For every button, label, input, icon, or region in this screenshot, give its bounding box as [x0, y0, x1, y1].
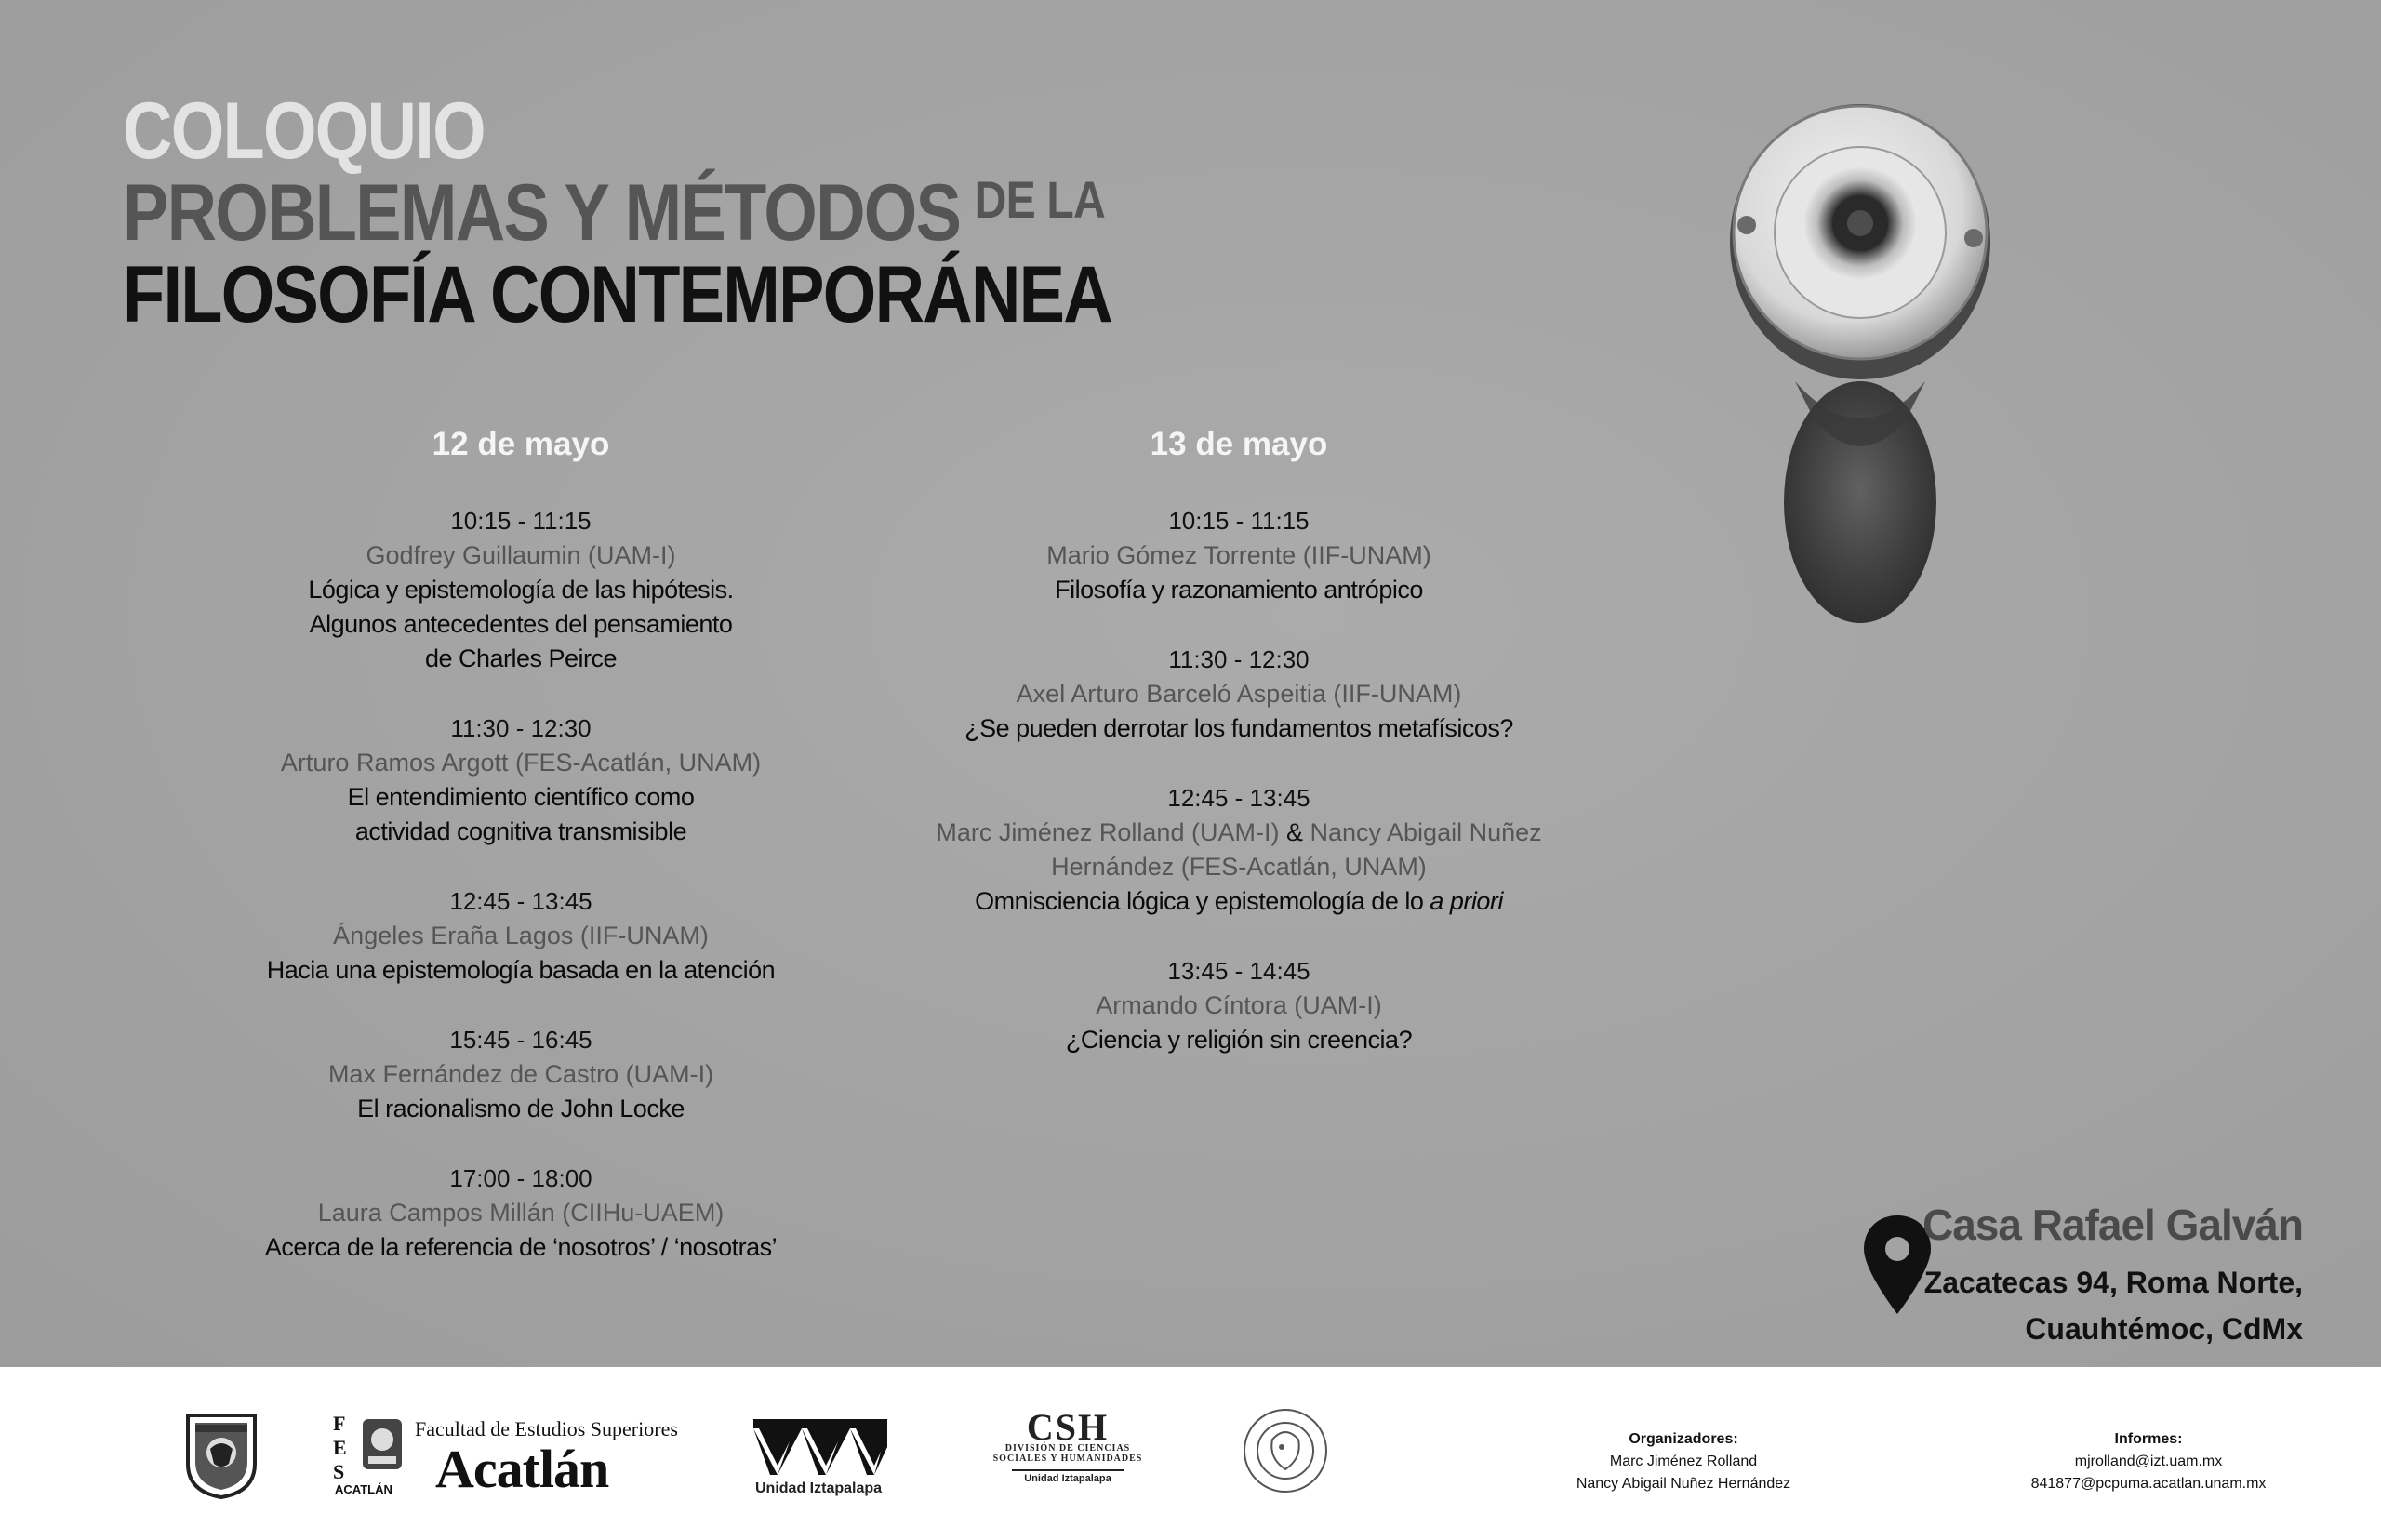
venue-name: Casa Rafael Galván [1922, 1201, 2303, 1249]
session-talk: Acerca de la referencia de ‘nosotros’ / ‘nosotras’ [264, 1233, 778, 1261]
session [167, 1023, 874, 1126]
fes-letter: F [333, 1412, 346, 1435]
session [885, 643, 1592, 746]
info-heading: Informes: [2114, 1431, 2183, 1447]
session-time: 17:00 - 18:00 [449, 1164, 592, 1192]
schedule-day1 [167, 424, 874, 1300]
venue-block [1922, 1200, 2303, 1352]
session-talk: Algunos antecedentes del pensamiento [309, 610, 733, 638]
session-speaker: Axel Arturo Barceló Aspeitia (IIF-UNAM) [1016, 680, 1462, 708]
organizer-name: Marc Jiménez Rolland [1609, 1454, 1758, 1469]
title-line2: PROBLEMAS Y MÉTODOS [123, 168, 961, 258]
session-talk: El entendimiento científico como [347, 783, 695, 811]
session-speaker: Mario Gómez Torrente (IIF-UNAM) [1046, 541, 1431, 569]
session [167, 884, 874, 988]
session-speaker: Arturo Ramos Argott (FES-Acatlán, UNAM) [280, 749, 762, 777]
talk-text: Omnisciencia lógica y epistemología de lo [975, 887, 1424, 915]
day1-heading: 12 de mayo [432, 426, 610, 462]
csh-sub-label: Unidad Iztapalapa [1024, 1473, 1111, 1484]
session-time: 12:45 - 13:45 [1167, 784, 1310, 812]
session-time: 13:45 - 14:45 [1167, 957, 1310, 985]
ampersand: & [1285, 818, 1303, 846]
title-coloquio: COLOQUIO [123, 86, 485, 176]
speaker-name: Nancy Abigail Nuñez [1310, 818, 1542, 846]
csh-line1: DIVISIÓN DE CIENCIAS [1004, 1443, 1131, 1454]
session-speaker: Max Fernández de Castro (UAM-I) [327, 1060, 714, 1088]
talk-italic: a priori [1430, 887, 1503, 915]
schedule-day2 [885, 424, 1592, 1093]
organizers-block [1544, 1428, 1823, 1495]
session-time: 12:45 - 13:45 [449, 887, 592, 915]
session-speaker: Armando Cíntora (UAM-I) [1096, 991, 1382, 1019]
philosophy-seal-icon [1241, 1406, 1330, 1495]
session-time: 10:15 - 11:15 [450, 507, 592, 535]
session-time: 15:45 - 16:45 [449, 1026, 592, 1054]
contact-email[interactable]: 841877@pcpuma.acatlan.unam.mx [2030, 1476, 2267, 1492]
info-block [1990, 1428, 2307, 1495]
session-talk: Hacia una epistemología basada en la atención [266, 956, 776, 984]
session-talk: ¿Ciencia y religión sin creencia? [1065, 1026, 1413, 1054]
session-speaker [885, 816, 1592, 850]
fes-crest-icon [359, 1415, 406, 1473]
fes-letter: S [333, 1460, 345, 1483]
session-time: 10:15 - 11:15 [1168, 507, 1310, 535]
session-time: 11:30 - 12:30 [1168, 645, 1310, 673]
session [167, 504, 874, 676]
lightbulb-illustration [1721, 102, 2000, 642]
session-talk: El racionalismo de John Locke [357, 1095, 685, 1122]
session-talk: Filosofía y razonamiento antrópico [1055, 576, 1423, 604]
csh-monogram: CSH [1026, 1406, 1110, 1448]
session-speaker: Laura Campos Millán (CIIHu-UAEM) [317, 1199, 725, 1227]
session-speaker: Godfrey Guillaumin (UAM-I) [366, 541, 676, 569]
session [885, 504, 1592, 607]
session-talk [885, 884, 1592, 919]
contact-email[interactable]: mjrolland@izt.uam.mx [2074, 1454, 2223, 1469]
fes-acatlan-small: ACATLÁN [335, 1482, 392, 1496]
title-filosofia: FILOSOFÍA CONTEMPORÁNEA [123, 250, 1111, 339]
fes-acatlan-name: Acatlán [435, 1439, 609, 1499]
session-speaker-affiliation: Hernández (FES-Acatlán, UNAM) [1051, 853, 1427, 881]
day2-heading: 13 de mayo [1150, 426, 1328, 462]
csh-line2: SOCIALES Y HUMANIDADES [992, 1454, 1143, 1464]
csh-divider [1012, 1469, 1124, 1471]
session-talk: de Charles Peirce [424, 644, 618, 672]
session-time: 11:30 - 12:30 [450, 714, 592, 742]
fes-letter: E [333, 1436, 347, 1459]
venue-address-line2: Cuauhtémoc, CdMx [2025, 1312, 2303, 1346]
speaker-name: Marc Jiménez Rolland (UAM-I) [936, 818, 1280, 846]
organizer-name: Nancy Abigail Nuñez Hernández [1576, 1476, 1791, 1492]
session-speaker: Ángeles Eraña Lagos (IIF-UNAM) [333, 922, 709, 949]
session-talk: ¿Se pueden derrotar los fundamentos metafísicos? [964, 714, 1513, 742]
organizers-heading: Organizadores: [1629, 1431, 1738, 1447]
session [885, 781, 1592, 919]
uam-logo-icon [750, 1415, 891, 1477]
uam-unit-label: Unidad Iztapalapa [755, 1480, 883, 1496]
session [885, 954, 1592, 1057]
fes-subtitle: Facultad de Estudios Superiores [415, 1417, 678, 1440]
session-talk: actividad cognitiva transmisible [354, 817, 687, 845]
session [167, 711, 874, 849]
title-de-la: DE LA [974, 170, 1105, 229]
title-problemas-metodos [123, 168, 1105, 258]
session-talk: Lógica y epistemología de las hipótesis. [308, 576, 734, 604]
csh-logo [980, 1406, 1155, 1484]
venue-address-line1: Zacatecas 94, Roma Norte, [1923, 1266, 2303, 1299]
session [167, 1162, 874, 1265]
unam-crest-icon [182, 1412, 260, 1499]
